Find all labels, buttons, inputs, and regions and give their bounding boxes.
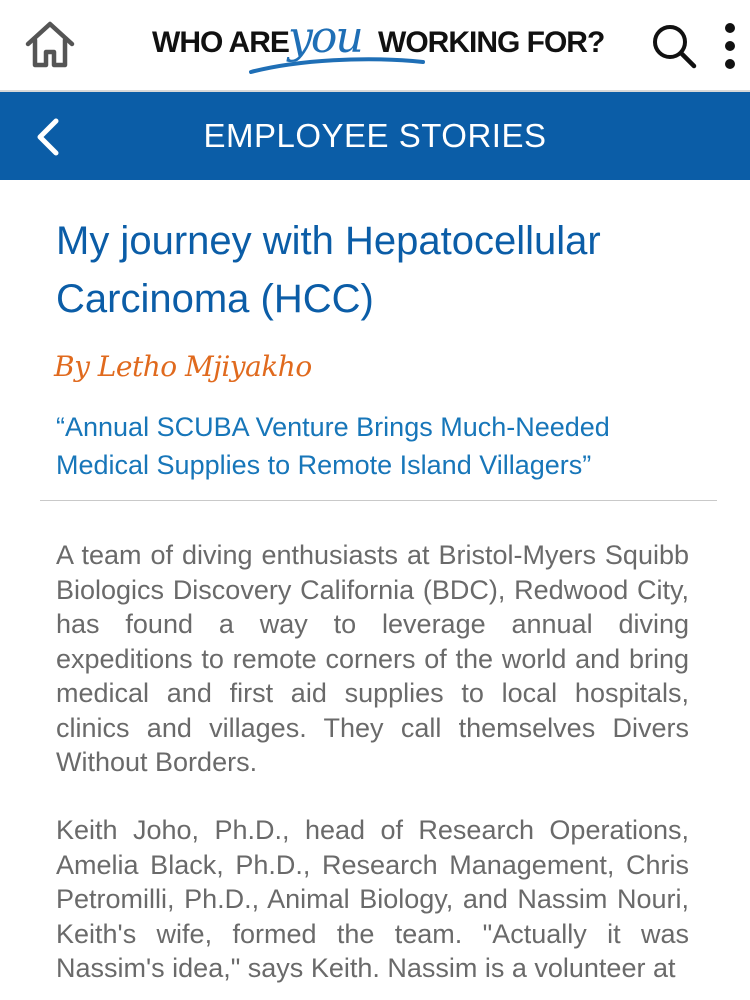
top-app-bar	[0, 0, 750, 90]
article-paragraph: A team of diving enthusiasts at Bristol-Myers Squibb Biologics Discovery California (BDC), Redwood City, has found a way to leverage annual diving expeditions to remote corners of the world and bring medical and first aid supplies to local hospitals, clinics and villages. They call themselves Divers Without Borders.	[56, 540, 689, 777]
more-options-button[interactable]	[714, 18, 746, 74]
search-icon	[650, 22, 698, 70]
article-quote: “Annual SCUBA Venture Brings Much-Needed Medical Supplies to Remote Island Villagers”	[56, 412, 610, 480]
content-divider	[40, 500, 717, 501]
logo-text-you: you	[288, 12, 362, 63]
chevron-left-icon	[32, 117, 62, 157]
section-header	[0, 92, 750, 180]
logo-text-working-for: WORKING FOR?	[378, 26, 605, 59]
article-paragraph: Keith Joho, Ph.D., head of Research Operations, Amelia Black, Ph.D., Research Management, Chris Petromilli, Ph.D., Animal Biology, and Nassim Nouri, Keith's wife, formed the team. "Actually it was Nassim's idea," says Keith. Nassim is a volunteer at	[56, 815, 689, 983]
more-vertical-icon	[723, 22, 737, 70]
search-button[interactable]	[648, 20, 700, 72]
logo-swoosh	[247, 54, 427, 76]
app-logo	[152, 10, 605, 80]
home-icon	[23, 19, 77, 69]
back-button[interactable]	[22, 112, 72, 162]
logo-text-who-are: WHO ARE	[152, 26, 289, 59]
article-byline: By Letho Mjiyakho	[54, 350, 312, 383]
article-title: My journey with Hepatocellular Carcinoma (HCC)	[56, 219, 601, 321]
home-button[interactable]	[20, 16, 80, 72]
section-title: EMPLOYEE STORIES	[203, 117, 547, 154]
